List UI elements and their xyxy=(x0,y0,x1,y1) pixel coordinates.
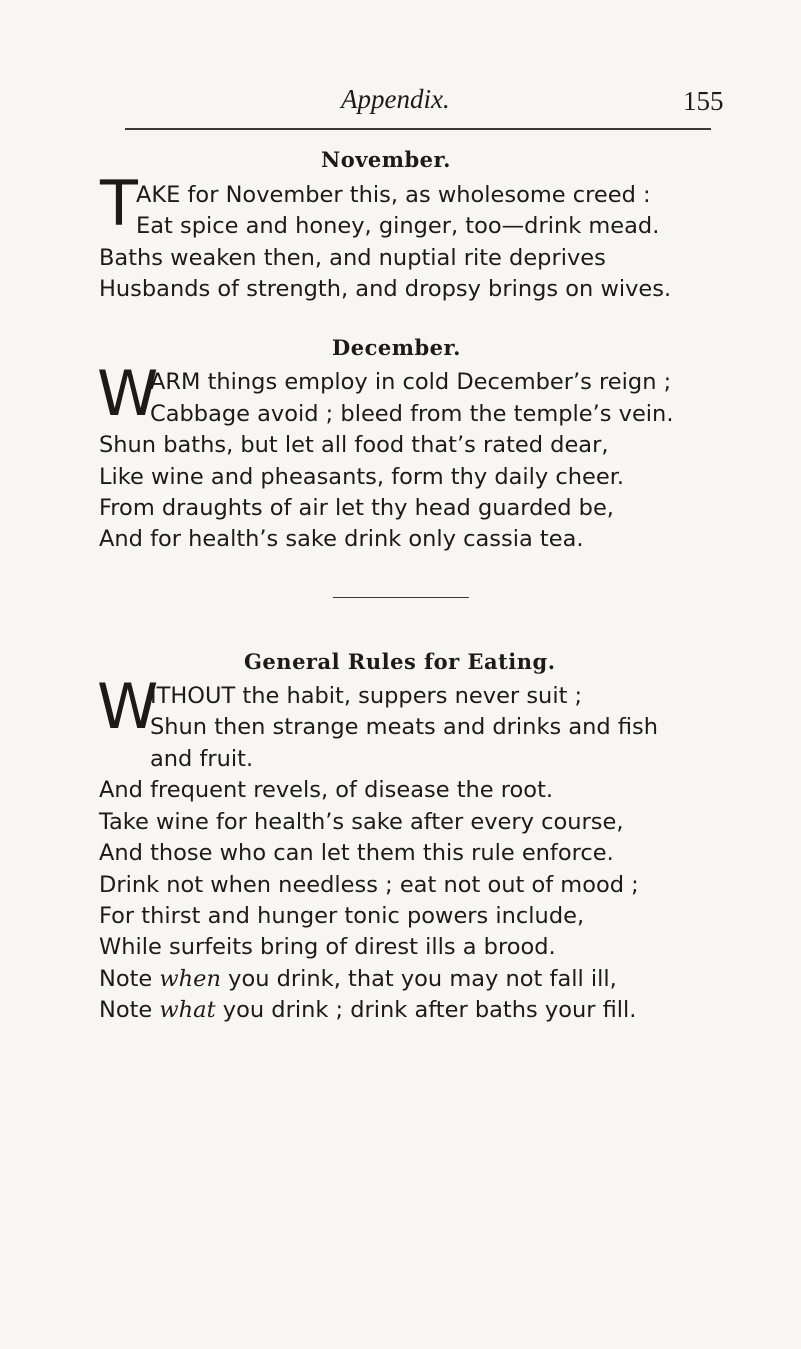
running-title: Appendix. xyxy=(341,84,450,114)
verse-line: Take wine for health’s sake after every course, xyxy=(99,809,624,835)
verse-line: Drink not when needless ; eat not out of mood ; xyxy=(99,872,639,898)
verse-line: ARM things employ in cold December’s reign ; xyxy=(150,369,672,395)
dropcap-w: W xyxy=(97,357,159,430)
verse-line: Husbands of strength, and dropsy brings on wives. xyxy=(99,276,672,302)
verse-line: ITHOUT the habit, suppers never suit ; xyxy=(150,683,583,709)
verse-line: For thirst and hunger tonic powers include, xyxy=(99,903,585,929)
emphasis-what: what xyxy=(159,997,216,1023)
heading-november: November. xyxy=(321,147,451,172)
heading-general-rules: General Rules for Eating. xyxy=(244,649,556,674)
line-text: you drink ; drink after baths your fill. xyxy=(215,997,637,1023)
verse-line: From draughts of air let thy head guarded be, xyxy=(99,495,614,521)
header-rule xyxy=(125,128,711,130)
page-number: 155 xyxy=(683,86,724,116)
line-text: Note xyxy=(99,966,160,992)
verse-line: Eat spice and honey, ginger, too—drink mead. xyxy=(136,213,660,239)
dropcap-w: W xyxy=(97,670,159,743)
line-text: you drink, that you may not fall ill, xyxy=(220,966,617,992)
verse-line: While surfeits bring of direst ills a brood. xyxy=(99,934,556,960)
dropcap-t: T xyxy=(100,167,138,240)
verse-line: Baths weaken then, and nuptial rite deprives xyxy=(99,245,606,271)
verse-line: Like wine and pheasants, form thy daily cheer. xyxy=(99,464,625,490)
verse-line: Shun baths, but let all food that’s rated dear, xyxy=(99,432,609,458)
line-text: Note xyxy=(99,997,160,1023)
emphasis-when: when xyxy=(159,966,221,992)
verse-line xyxy=(99,995,636,1025)
section-separator xyxy=(333,597,469,598)
verse-line: Cabbage avoid ; bleed from the temple’s vein. xyxy=(150,401,674,427)
page-header xyxy=(0,82,801,122)
verse-line: and fruit. xyxy=(150,746,254,772)
verse-line: And frequent revels, of disease the root. xyxy=(99,777,554,803)
verse-line xyxy=(99,964,617,994)
heading-december: December. xyxy=(332,335,461,360)
verse-line: AKE for November this, as wholesome creed : xyxy=(136,182,651,208)
verse-line: Shun then strange meats and drinks and fish xyxy=(150,714,658,740)
verse-line: And for health’s sake drink only cassia tea. xyxy=(99,526,584,552)
verse-line: And those who can let them this rule enforce. xyxy=(99,840,614,866)
